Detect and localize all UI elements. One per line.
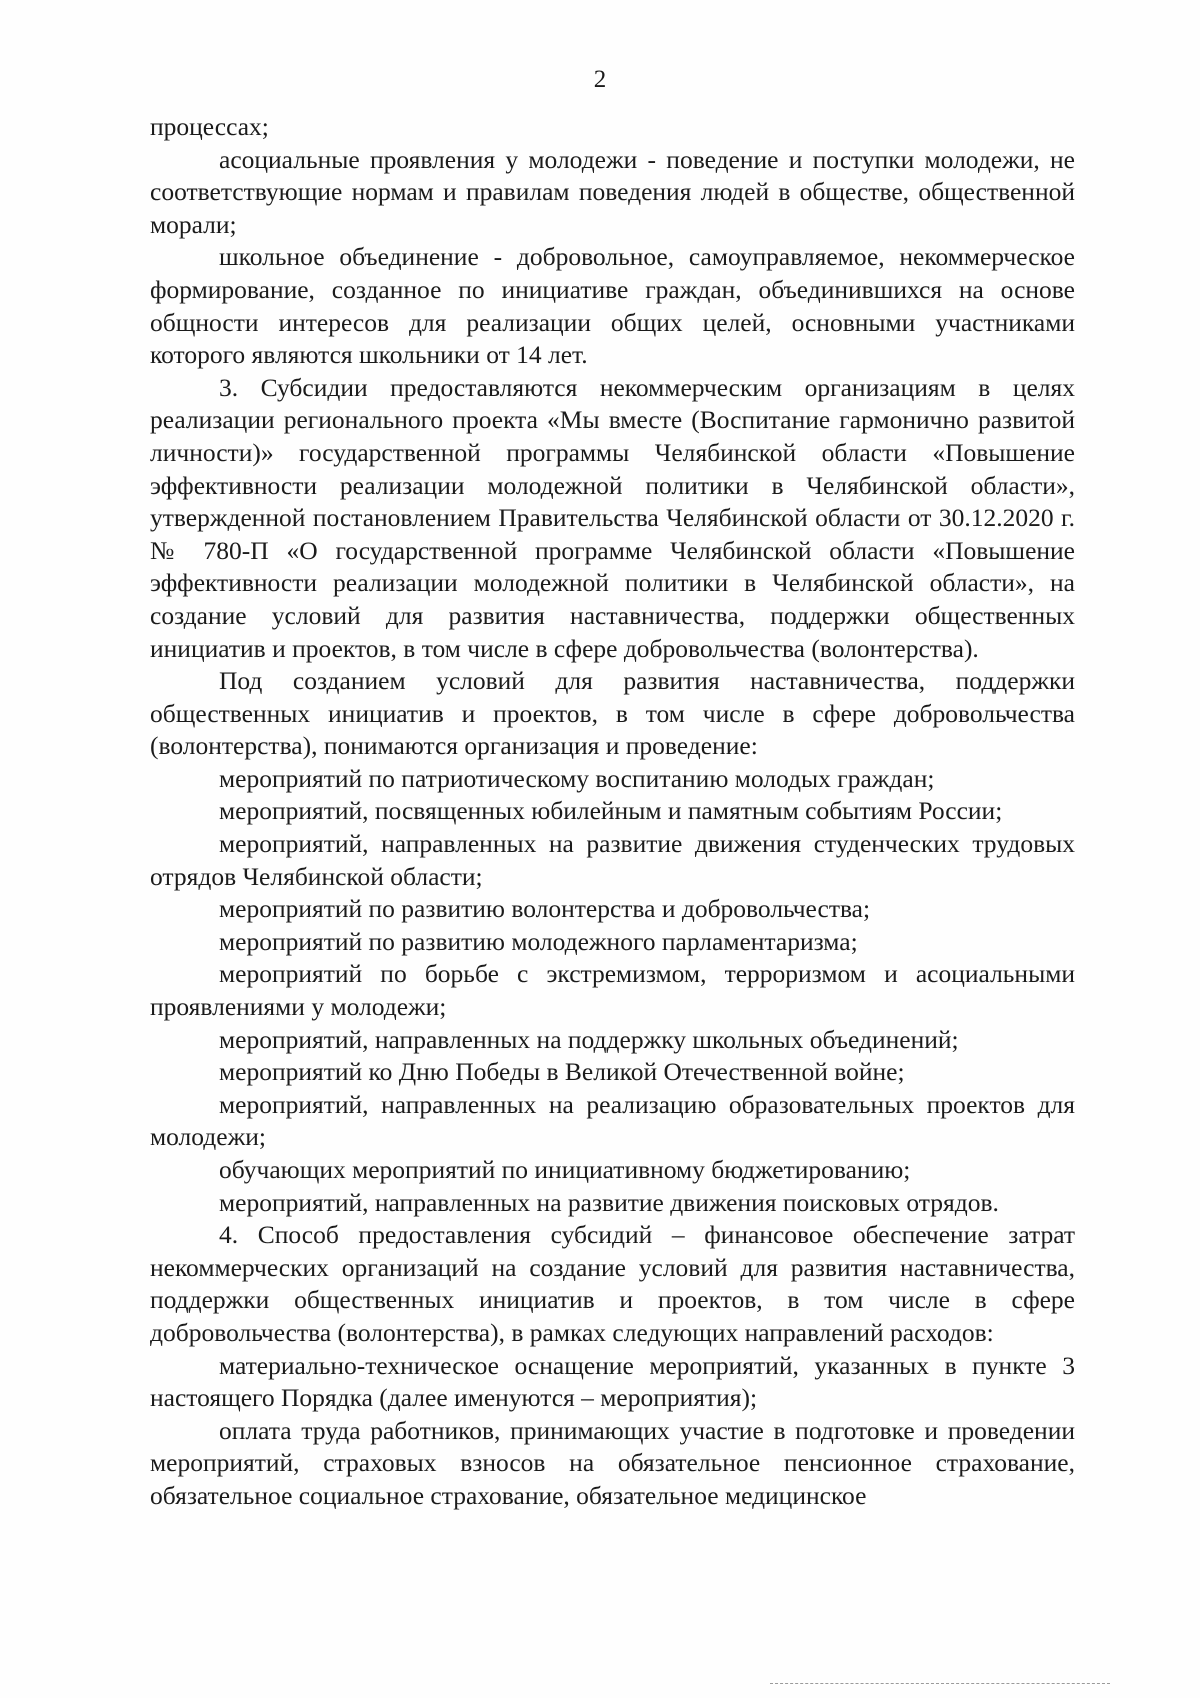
list-item-search-teams: мероприятий, направленных на развитие движения поисковых отрядов.: [219, 1187, 999, 1217]
paragraph-continuation: процессах;: [150, 112, 269, 141]
list-item-parliamentarism: мероприятий по развитию молодежного парламентаризма;: [219, 926, 858, 956]
list-item-anniversary: мероприятий, посвященных юбилейным и памятным событиям России;: [219, 796, 1003, 826]
list-item-student-brigades: мероприятий, направленных на развитие движения студенческих трудовых отрядов Челябинской области;: [150, 829, 1075, 891]
scan-edge-line: [770, 1683, 1110, 1684]
page-number: 2: [593, 66, 607, 93]
list-item-victory-day: мероприятий ко Дню Победы в Великой Отечественной войне;: [219, 1057, 905, 1087]
paragraph-clause-3: 3. Субсидии предоставляются некоммерческим организациям в целях реализации регионального проекта «Мы вместе (Воспитание гармонично развитой личности)» государственной программы Челябинской области «Повышение эффективности реализации молодежной политики в Челябинской области», утвержденной постановлением Правительства Челябинской области от 30.12.2020 г. № 780-П «О государственной программе Челябинской области «Повышение эффективности реализации молодежной политики в Челябинской области», на создание условий для развития наставничества, поддержки общественных инициатив и проектов, в том числе в сфере добровольчества (волонтерства).: [150, 372, 1075, 663]
paragraph-definition-school-union: школьное объединение - добровольное, самоуправляемое, некоммерческое формирование, созданное по инициативе граждан, объединившихся на основе общности интересов для реализации общих целей, основными участниками которого являются школьники от 14 лет.: [150, 242, 1075, 370]
list-item-patriotic: мероприятий по патриотическому воспитанию молодых граждан;: [219, 763, 935, 793]
list-item-budgeting-training: обучающих мероприятий по инициативному бюджетированию;: [219, 1155, 911, 1184]
list-item-educational-projects: мероприятий, направленных на реализацию образовательных проектов для молодежи;: [150, 1089, 1075, 1152]
list-item-equipment: материально-техническое оснащение мероприятий, указанных в пункте 3 настоящего Порядка (далее именуются – мероприятия);: [150, 1350, 1075, 1413]
list-item-anti-extremism: мероприятий по борьбе с экстремизмом, терроризмом и асоциальными проявлениями у молодежи;: [150, 959, 1075, 1022]
list-item-labor-payment: оплата труда работников, принимающих участие в подготовке и проведении мероприятий, страховых взносов на обязательное пенсионное страхование, обязательное социальное страхование, обязательное медицинское: [150, 1415, 1075, 1510]
document-body: [150, 111, 1075, 1513]
list-item-volunteering: мероприятий по развитию волонтерства и добровольчества;: [219, 894, 871, 924]
paragraph-clause-4: 4. Способ предоставления субсидий – финансовое обеспечение затрат некоммерческих организаций на создание условий для развития наставничества, поддержки общественных инициатив и проектов, в том числе в сфере добровольчества (волонтерства), в рамках следующих направлений расходов:: [150, 1220, 1075, 1347]
list-item-school-unions: мероприятий, направленных на поддержку школьных объединений;: [219, 1024, 959, 1054]
paragraph-definition-asocial: асоциальные проявления у молодежи - поведение и поступки молодежи, не соответствующие нормам и правилам поведения людей в обществе, общественной морали;: [150, 144, 1075, 239]
paragraph-conditions-intro: Под созданием условий для развития наставничества, поддержки общественных инициатив и проектов, в том числе в сфере добровольчества (волонтерства), понимаются организация и проведение:: [150, 666, 1075, 761]
